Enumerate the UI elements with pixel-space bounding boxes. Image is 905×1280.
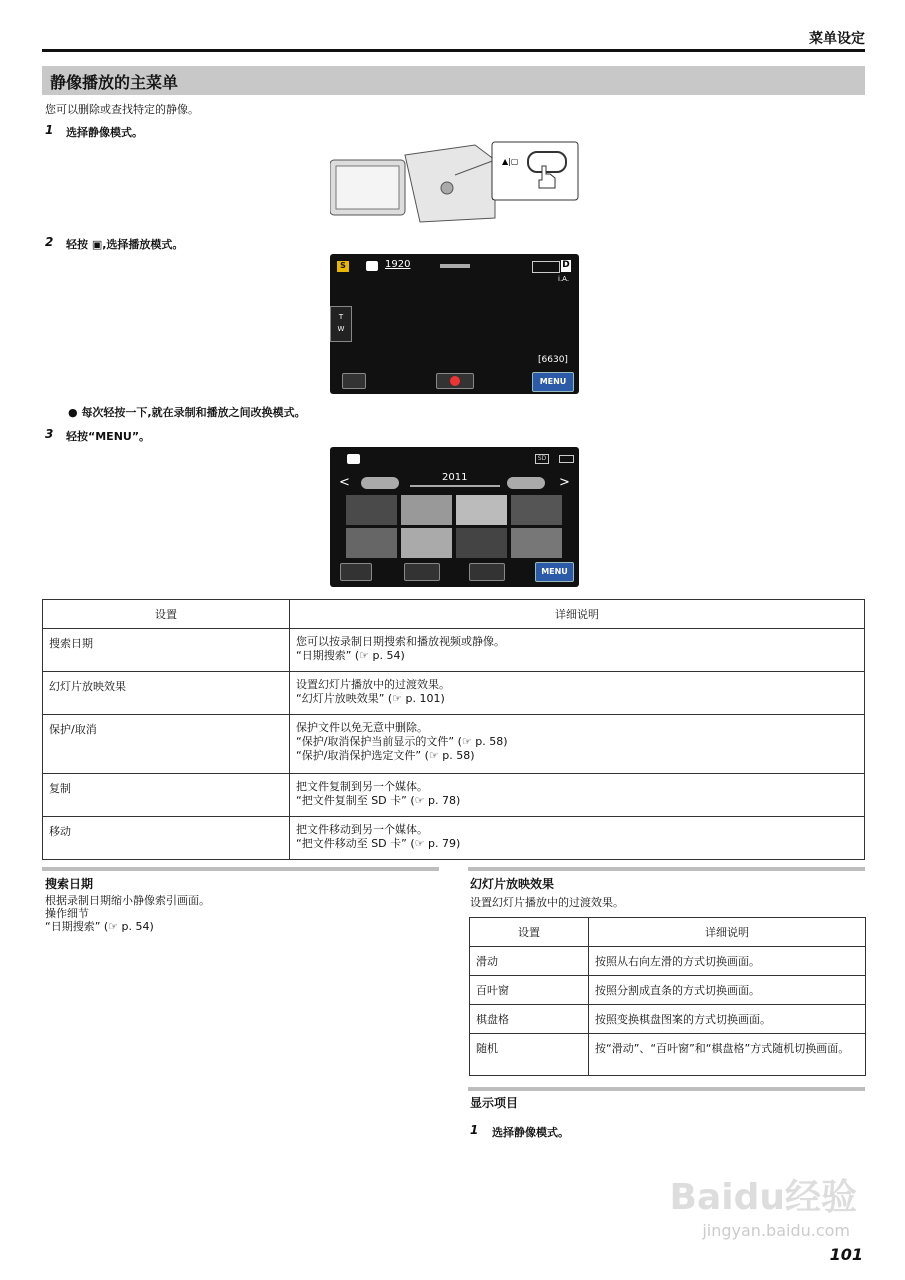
- record-button[interactable]: [436, 373, 474, 389]
- table-row: [470, 1034, 866, 1076]
- section-header: 菜单设定: [809, 31, 865, 47]
- detail-line: 把文件移动到另一个媒体。: [296, 823, 428, 836]
- display-step-text: 选择静像模式。: [492, 1126, 569, 1139]
- detail-link[interactable]: “日期搜索” (☞ p. 54): [296, 649, 405, 662]
- setting-detail: [290, 629, 865, 672]
- table-row: [43, 817, 865, 860]
- table-row: [43, 774, 865, 817]
- page-title: 静像播放的主菜单: [50, 73, 179, 92]
- slideshow-title: 幻灯片放映效果: [470, 877, 555, 891]
- zoom-tw[interactable]: [330, 306, 352, 342]
- battery-icon: [532, 261, 560, 273]
- thumbnail[interactable]: [456, 495, 507, 525]
- detail-link[interactable]: “把文件复制至 SD 卡” (☞ p. 78): [296, 794, 461, 807]
- detail-line: 设置幻灯片播放中的过渡效果。: [296, 678, 450, 691]
- intro-text: 您可以删除或查找特定的静像。: [45, 103, 199, 116]
- table-row: [470, 976, 866, 1005]
- baidu-watermark-url: jingyan.baidu.com: [702, 1221, 850, 1240]
- table-row: [43, 715, 865, 774]
- table-row: [470, 947, 866, 976]
- zoom-w: W: [337, 325, 345, 333]
- mode-s-icon: S: [337, 261, 349, 272]
- setting-detail: [290, 774, 865, 817]
- playback-button[interactable]: [342, 373, 366, 389]
- display-items-title: 显示项目: [470, 1096, 519, 1110]
- resolution-label: 1920: [385, 259, 411, 270]
- setting-detail: [290, 715, 865, 774]
- search-date-subhead: 操作细节: [45, 907, 89, 920]
- slideshow-rule: [468, 867, 865, 871]
- menu-button[interactable]: MENU: [532, 372, 574, 392]
- step-1-text: 选择静像模式。: [66, 126, 143, 139]
- zoom-t: T: [338, 313, 344, 321]
- effect-name: 百叶窗: [470, 976, 589, 1005]
- setting-detail: [290, 817, 865, 860]
- setting-detail: [290, 672, 865, 715]
- col-header-detail: 详细说明: [290, 600, 865, 629]
- delete-button[interactable]: [404, 563, 440, 581]
- display-items-rule: [468, 1087, 865, 1091]
- sd-icon: SD: [535, 454, 549, 464]
- search-date-title: 搜索日期: [45, 877, 94, 891]
- detail-line: 把文件复制到另一个媒体。: [296, 780, 428, 793]
- step-3-number: 3: [45, 427, 54, 441]
- detail-link[interactable]: “把文件移动至 SD 卡” (☞ p. 79): [296, 837, 461, 850]
- ia-label: i.A.: [558, 275, 570, 283]
- setting-name: 移动: [43, 817, 290, 860]
- thumbnail[interactable]: [401, 528, 452, 558]
- effect-desc: 按照分割成直条的方式切换画面。: [589, 976, 866, 1005]
- detail-line: 您可以按录制日期搜索和播放视频或静像。: [296, 635, 505, 648]
- battery-icon-2: [559, 455, 574, 463]
- thumbnail[interactable]: [511, 528, 562, 558]
- col-header-setting: 设置: [470, 918, 589, 947]
- effect-desc: 按照从右向左滑的方式切换画面。: [589, 947, 866, 976]
- svg-text:▲|▢: ▲|▢: [502, 157, 519, 166]
- year-label: 2011: [442, 472, 468, 483]
- status-indicator: [440, 264, 470, 268]
- effect-name: 棋盘格: [470, 1005, 589, 1034]
- playback-toggle-button[interactable]: [469, 563, 505, 581]
- step-2-number: 2: [45, 235, 54, 249]
- search-date-link[interactable]: “日期搜索” (☞ p. 54): [45, 920, 154, 933]
- bullet-note: ● 每次轻按一下,就在录制和播放之间改换模式。: [68, 406, 306, 419]
- setting-name: 复制: [43, 774, 290, 817]
- recording-screen: [330, 254, 579, 394]
- camera-icon-2: [347, 454, 360, 464]
- effect-desc: 按照变换棋盘图案的方式切换画面。: [589, 1005, 866, 1034]
- prev-arrow[interactable]: <: [339, 475, 350, 490]
- setting-name: 搜索日期: [43, 629, 290, 672]
- detail-link[interactable]: “保护/取消保护当前显示的文件” (☞ p. 58): [296, 735, 508, 748]
- step-1-number: 1: [45, 123, 54, 137]
- thumbnail[interactable]: [511, 495, 562, 525]
- thumbnail[interactable]: [346, 528, 397, 558]
- thumbnail[interactable]: [401, 495, 452, 525]
- prev-date-button[interactable]: [361, 477, 399, 489]
- setting-name: 幻灯片放映效果: [43, 672, 290, 715]
- effect-name: 随机: [470, 1034, 589, 1076]
- next-date-button[interactable]: [507, 477, 545, 489]
- col-header-setting: 设置: [43, 600, 290, 629]
- effect-desc: 按“滑动”、“百叶窗”和“棋盘格”方式随机切换画面。: [589, 1034, 866, 1076]
- effect-name: 滑动: [470, 947, 589, 976]
- table-row: [470, 1005, 866, 1034]
- camera-icon: [366, 261, 378, 271]
- bullet-text: 每次轻按一下,就在录制和播放之间改换模式。: [81, 406, 306, 419]
- search-date-rule: [42, 867, 439, 871]
- d-badge: D: [562, 260, 570, 270]
- detail-link[interactable]: “幻灯片放映效果” (☞ p. 101): [296, 692, 445, 705]
- detail-link[interactable]: “保护/取消保护选定文件” (☞ p. 58): [296, 749, 475, 762]
- search-date-body: [45, 894, 210, 933]
- header-rule: [42, 49, 865, 52]
- table-row: [43, 672, 865, 715]
- baidu-watermark-logo: Baidu经验: [669, 1177, 857, 1218]
- menu-button-2[interactable]: MENU: [535, 562, 574, 582]
- step-2-text: 轻按 ▣,选择播放模式。: [66, 238, 184, 251]
- setting-name: 保护/取消: [43, 715, 290, 774]
- next-arrow[interactable]: >: [559, 475, 570, 490]
- display-step-number: 1: [470, 1123, 479, 1137]
- page-number: 101: [829, 1245, 863, 1264]
- slideshow-desc: 设置幻灯片播放中的过渡效果。: [470, 896, 624, 909]
- index-screen: [330, 447, 579, 587]
- search-date-desc: 根据录制日期缩小静像索引画面。: [45, 894, 210, 907]
- col-header-detail: 详细说明: [589, 918, 866, 947]
- slideshow-table: [469, 917, 866, 1076]
- table-row: [43, 629, 865, 672]
- main-settings-table: [42, 599, 865, 860]
- mode-button[interactable]: [340, 563, 372, 581]
- record-icon: [450, 376, 460, 386]
- thumbnail[interactable]: [456, 528, 507, 558]
- detail-line: 保护文件以免无意中删除。: [296, 721, 428, 734]
- camcorder-illustration: [330, 140, 580, 225]
- thumbnail[interactable]: [346, 495, 397, 525]
- step-3-text: 轻按“MENU”。: [66, 430, 151, 443]
- timeline-bar: [410, 485, 500, 487]
- remaining-count: [6630]: [538, 355, 568, 365]
